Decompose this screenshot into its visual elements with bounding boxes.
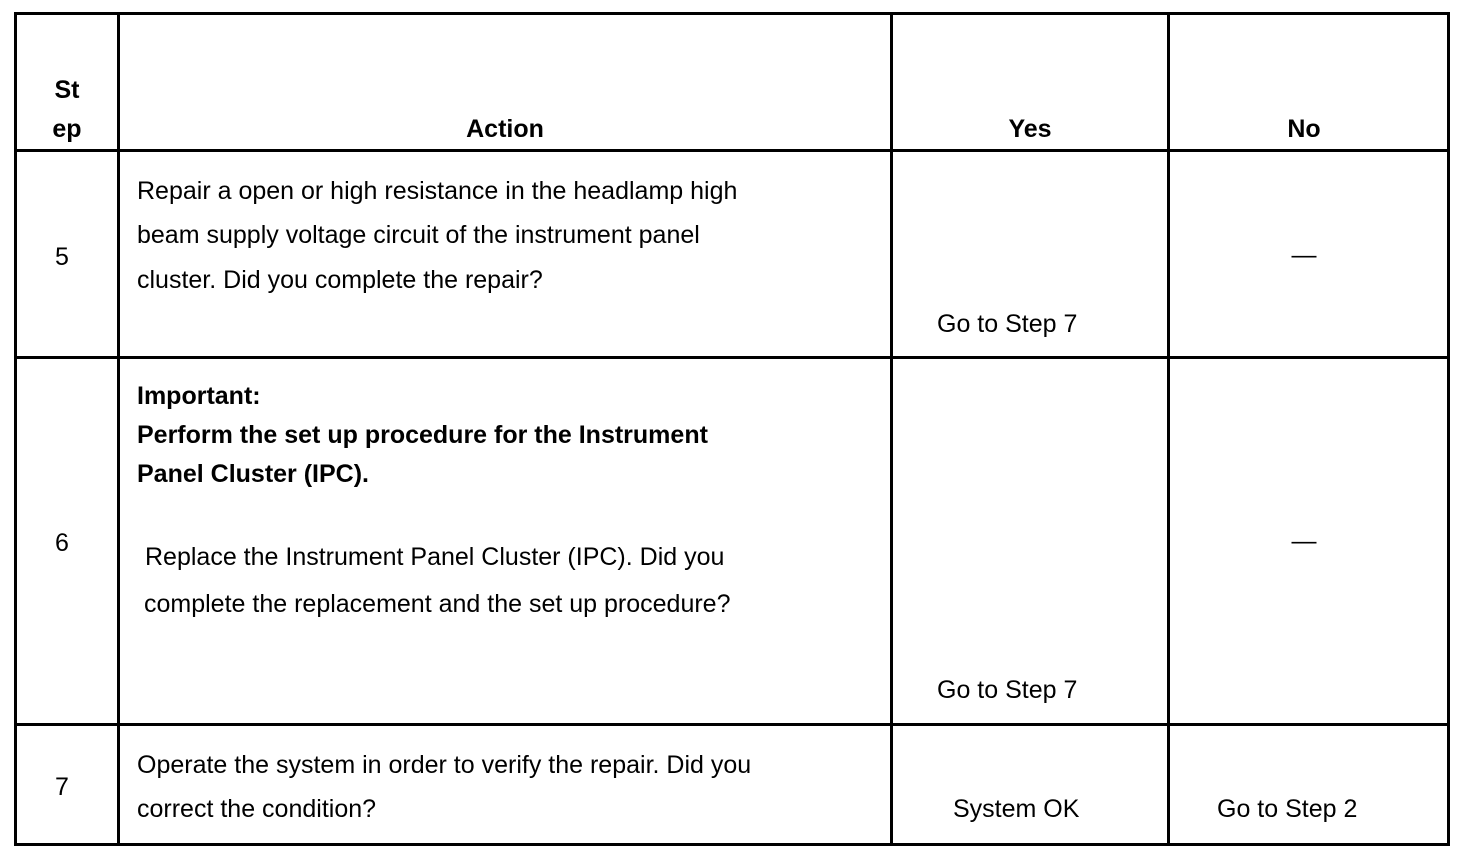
action-text: beam supply voltage circuit of the instrument panel [137, 221, 700, 249]
header-divider [17, 149, 1447, 152]
header-step-line1: St [54, 76, 80, 104]
no-result: — [1291, 241, 1317, 269]
yes-result: Go to Step 7 [937, 676, 1078, 704]
header-step-line2: ep [52, 115, 82, 143]
action-text: Operate the system in order to verify the repair. Did you [137, 751, 752, 779]
diagnostic-table [14, 12, 1450, 846]
header-action: Action [466, 115, 544, 143]
no-result: — [1291, 527, 1317, 555]
action-text: correct the condition? [137, 795, 377, 823]
step-number: 7 [55, 773, 69, 801]
important-note: Important: [137, 382, 261, 410]
important-note: Perform the set up procedure for the Instrument [137, 421, 708, 449]
action-text: Repair a open or high resistance in the headlamp high [137, 177, 738, 205]
action-text: Replace the Instrument Panel Cluster (IPC). Did you [145, 543, 725, 571]
yes-result: Go to Step 7 [937, 310, 1078, 338]
step-number: 6 [55, 529, 69, 557]
action-text: complete the replacement and the set up procedure? [144, 590, 731, 618]
header-yes: Yes [1008, 115, 1052, 143]
no-result: Go to Step 2 [1217, 795, 1358, 823]
yes-result: System OK [953, 795, 1080, 823]
row-divider [17, 356, 1447, 359]
important-note: Panel Cluster (IPC). [137, 460, 369, 488]
step-number: 5 [55, 243, 69, 271]
action-text: cluster. Did you complete the repair? [137, 266, 543, 294]
row-divider [17, 723, 1447, 726]
header-no: No [1287, 115, 1321, 143]
